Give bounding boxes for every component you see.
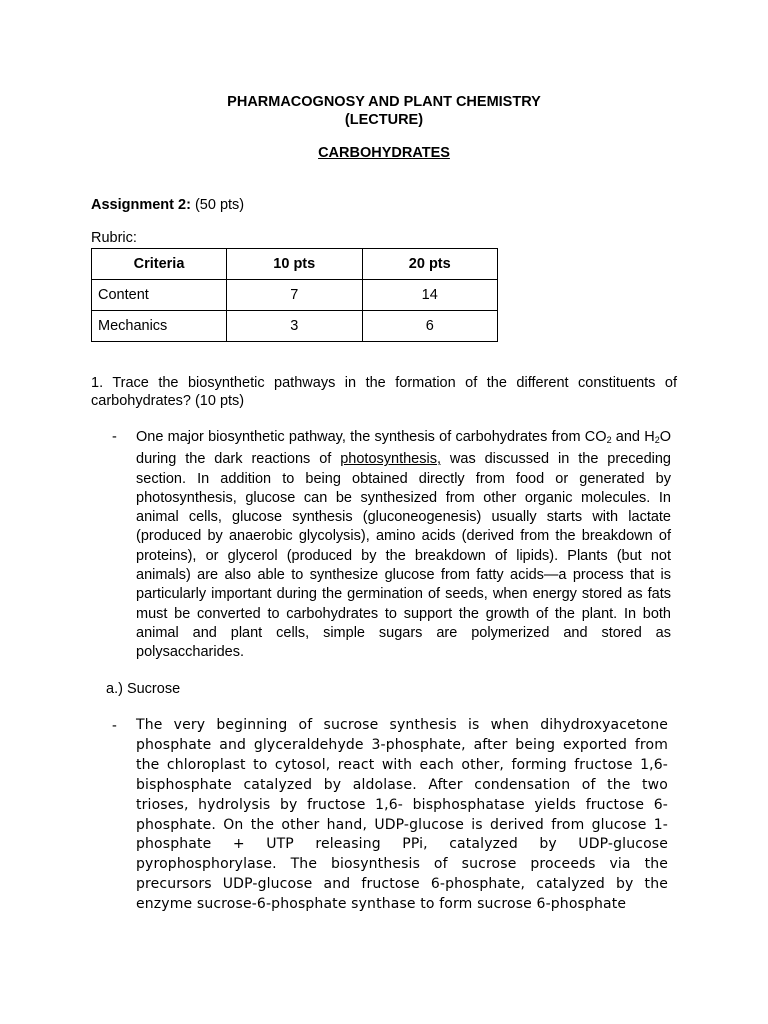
assignment-points: (50 pts) — [194, 197, 245, 213]
answer-text: One major biosynthetic pathway, the synthesis of carbohydrates from CO — [136, 429, 607, 445]
document-subtitle: (LECTURE) — [344, 112, 424, 128]
document-title: PHARMACOGNOSY AND PLANT CHEMISTRY — [227, 94, 541, 110]
photosynthesis-link[interactable]: photosynthesis, — [340, 451, 441, 468]
bullet-dash: - — [112, 718, 117, 734]
header-criteria: Criteria — [92, 249, 227, 280]
answer-text: was discussed in the preceding section. In addition to being obtained directly from food or generated by photosynthesis, glucose can be synthesized from other organic molecules. In animal cells, glucose synthesis (gluconeogenesis) usually starts with lactate (produced by anaerobic glycolysis), amino acids (derived from the breakdown of proteins), or glycerol (produced by the breakdown of lipids). Plants (but not animals) are also able to synthesize glucose from fatty acids—a process that is particularly important during the germination of seeds, when energy stored as fats must be converted to carbohydrates to support the growth of the plant. In both animal and plant cells, simple sugars are polymerized and stored as polysaccharides. — [136, 451, 671, 661]
answer-text: O during the dark reactions of — [136, 429, 671, 468]
sucrose-paragraph: The very beginning of sucrose synthesis is when dihydroxyacetone phosphate and glyceraldehyde 3-phosphate, after being exported from the chloroplast to cytosol, react with each other, forming fructose 1,6-bisphosphate catalyzed by aldolase. After condensation of the two trioses, hydrolysis by fructose 1,6- bisphosphatase yields fructose 6-phosphate. On the other hand, UDP-glucose is derived from glucose 1-phosphate + UTP releasing PPi, catalyzed by UDP-glucose pyrophosphorylase. The biosynthesis of sucrose proceeds via the precursors UDP-glucose and fructose 6-phosphate, catalyzed by the enzyme sucrose-6-phosphate synthase to form sucrose 6-phosphate — [136, 717, 668, 913]
table-row — [92, 311, 498, 342]
bullet-dash: - — [112, 429, 117, 445]
rubric-label: Rubric: — [91, 230, 137, 246]
section-a-heading: a.) Sucrose — [106, 681, 181, 697]
score-cell: 6 — [362, 311, 498, 342]
subscript: 2 — [606, 435, 612, 445]
answer-1-paragraph — [136, 428, 671, 663]
score-cell: 3 — [227, 311, 363, 342]
question-1: 1. Trace the biosynthetic pathways in the formation of the different constituents of carbohydrates? (10 pts) — [91, 375, 677, 409]
subscript: 2 — [654, 435, 660, 445]
score-cell: 7 — [227, 280, 363, 311]
criteria-cell: Mechanics — [92, 311, 227, 342]
assignment-label: Assignment 2: — [91, 197, 191, 213]
rubric-table — [91, 248, 498, 342]
header-10pts: 10 pts — [227, 249, 363, 280]
table-header-row — [92, 249, 498, 280]
criteria-cell: Content — [92, 280, 227, 311]
assignment-line — [91, 196, 244, 214]
header-20pts: 20 pts — [362, 249, 498, 280]
topic-heading: CARBOHYDRATES — [318, 145, 450, 161]
table-row — [92, 280, 498, 311]
score-cell: 14 — [362, 280, 498, 311]
answer-text: and H — [611, 429, 655, 445]
